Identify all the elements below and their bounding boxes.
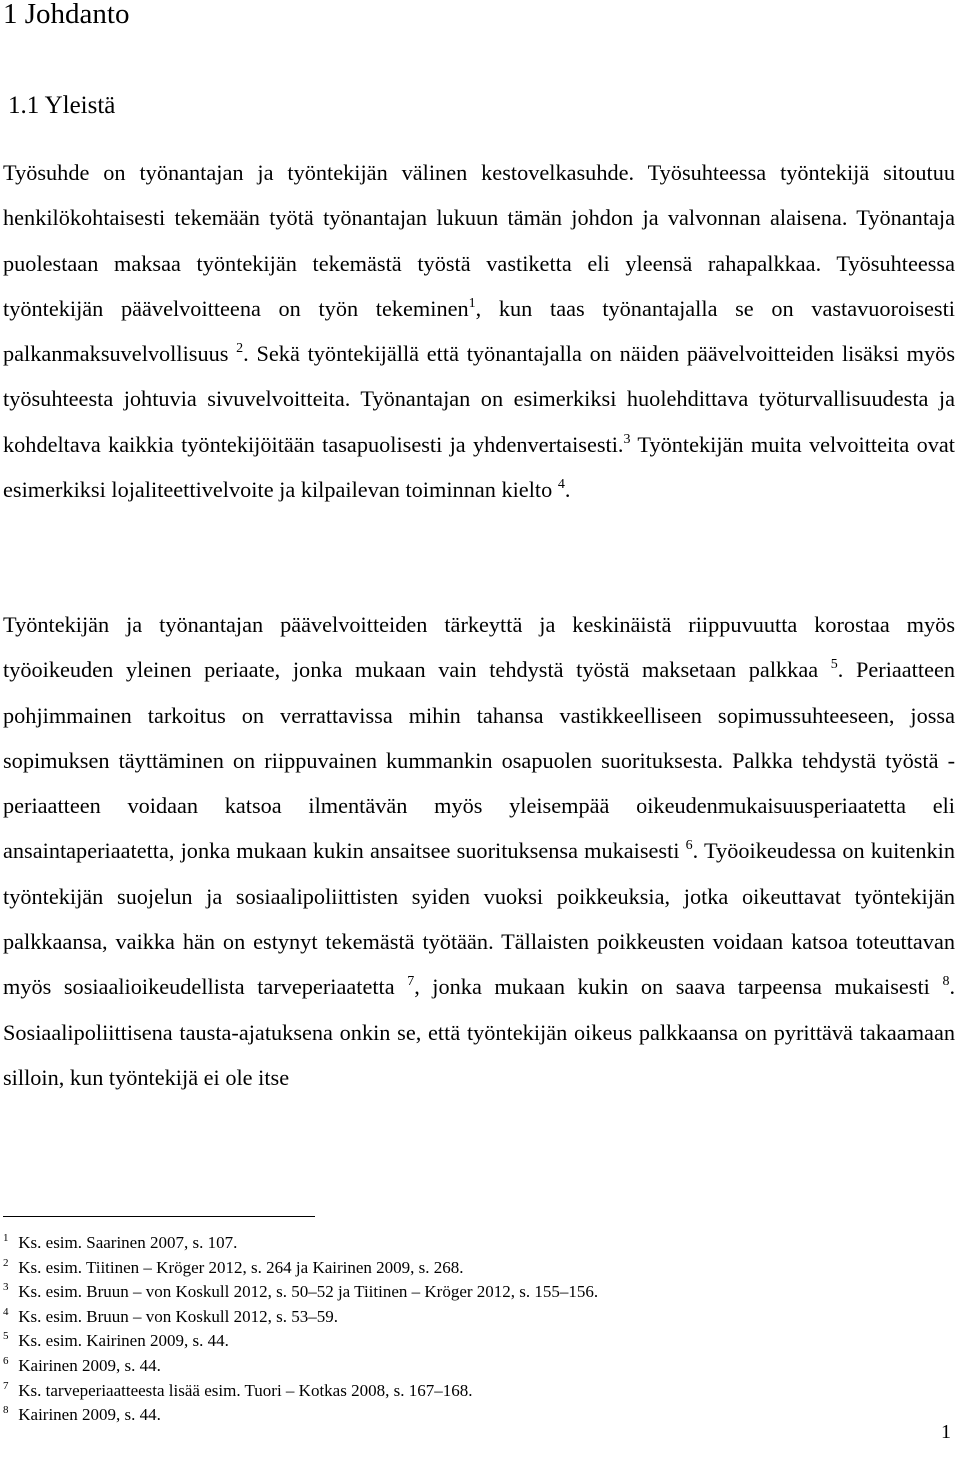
paragraph-2 bbox=[3, 602, 955, 1100]
footnote-text: Ks. esim. Kairinen 2009, s. 44. bbox=[18, 1331, 229, 1351]
paragraph-text: . Sekä työntekijällä että työnantajalla on näiden päävelvoitteiden lisäksi myös työsuhteesta johtuvia sivuvelvoitteita. Työnantajan on esimerkiksi huolehdittava työturvallisuudesta ja kohdeltava kaikkia työntekijöitään tasapuolisesti ja yhdenvertaisesti. bbox=[3, 341, 955, 457]
chapter-heading: 1 Johdanto bbox=[3, 0, 130, 30]
section-heading: 1.1 Yleistä bbox=[8, 92, 116, 119]
footnote-ref: 1 bbox=[468, 295, 476, 311]
paragraph-text: Työntekijän ja työnantajan päävelvoitteiden tärkeyttä ja keskinäistä riippuvuutta korostaa myös työoikeuden yleinen periaate, jonka mukaan vain tehdystä työstä maksetaan palkkaa bbox=[3, 612, 955, 683]
paragraph-1 bbox=[3, 150, 955, 512]
footnote: 3 Ks. esim. Bruun – von Koskull 2012, s. 50–52 ja Tiitinen – Kröger 2012, s. 155–156. bbox=[3, 1281, 599, 1302]
footnote-ref: 3 bbox=[623, 431, 631, 447]
footnote: 7 Ks. tarveperiaatteesta lisää esim. Tuori – Kotkas 2008, s. 167–168. bbox=[3, 1379, 473, 1400]
paragraph-text: , jonka mukaan kukin on saava tarpeensa mukaisesti bbox=[414, 974, 930, 1000]
footnote-ref: 4 bbox=[557, 477, 565, 493]
paragraph-text: Työsuhde on työnantajan ja työntekijän välinen kestovelkasuhde. Työsuhteessa työntekijä sitoutuu henkilökohtaisesti tekemään työtä työnantajan lukuun tämän johdon ja valvonnan alaisena. Työnantaja puolestaan maksaa työntekijän tekemästä työstä vastiketta eli yleensä rahapalkkaa. Työsuhteessa työntekijän päävelvoitteena on työn tekeminen bbox=[3, 160, 955, 321]
footnote-ref: 7 bbox=[407, 974, 415, 990]
footnote: 1 Ks. esim. Saarinen 2007, s. 107. bbox=[3, 1232, 238, 1252]
paragraph-text: , kun taas työnantajalla se on vastavuoroisesti palkanmaksuvelvollisuus bbox=[3, 295, 955, 367]
footnote-text: Ks. esim. Bruun – von Koskull 2012, s. 53–59. bbox=[18, 1306, 338, 1326]
footnote-list bbox=[3, 1231, 943, 1428]
footnote-text: Ks. esim. Tiitinen – Kröger 2012, s. 264 ja Kairinen 2009, s. 268. bbox=[18, 1257, 464, 1277]
footnote-text: Ks. tarveperiaatteesta lisää esim. Tuori – Kotkas 2008, s. 167–168. bbox=[18, 1380, 473, 1400]
paragraph-text: . Periaatteen pohjimmainen tarkoitus on verrattavissa mihin tahansa vastikkeelliseen sopimussuhteeseen, jossa sopimuksen täyttäminen on riippuvainen kummankin osapuolen suorituksesta. Palkka tehdystä työstä -periaatteen voidaan katsoa ilmentävän myös yleisempää oikeudenmukaisuusperiaatetta eli ansaintaperiaatetta, jonka mukaan kukin ansaitsee suorituksensa mukaisesti bbox=[3, 657, 956, 864]
footnote-text: Ks. esim. Bruun – von Koskull 2012, s. 50–52 ja Tiitinen – Kröger 2012, s. 155–156. bbox=[18, 1282, 599, 1302]
paragraph-text: . Sosiaalipoliittisena tausta-ajatuksena onkin se, että työntekijän oikeus palkkaansa on pyrittävä takaamaan silloin, kun työntekijä ei ole itse bbox=[3, 974, 956, 1090]
footnote: 8 Kairinen 2009, s. 44. bbox=[3, 1404, 161, 1425]
footnote: 4 Ks. esim. Bruun – von Koskull 2012, s. 53–59. bbox=[3, 1305, 338, 1326]
page-number: 1 bbox=[941, 1421, 951, 1443]
footnote-ref: 2 bbox=[236, 341, 244, 357]
footnote-text: Ks. esim. Saarinen 2007, s. 107. bbox=[18, 1233, 238, 1252]
footnote-ref: 5 bbox=[830, 657, 838, 673]
footnote-text: Kairinen 2009, s. 44. bbox=[18, 1405, 161, 1425]
footnote: 2 Ks. esim. Tiitinen – Kröger 2012, s. 264 ja Kairinen 2009, s. 268. bbox=[3, 1256, 464, 1277]
footnote-ref: 8 bbox=[942, 974, 950, 990]
footnote: 5 Ks. esim. Kairinen 2009, s. 44. bbox=[3, 1330, 229, 1351]
footnote-text: Kairinen 2009, s. 44. bbox=[18, 1355, 161, 1375]
footnote-ref: 6 bbox=[685, 838, 693, 854]
paragraph-text: Työntekijän muita velvoitteita ovat esimerkiksi lojaliteettivelvoite ja kilpailevan toiminnan kielto bbox=[3, 431, 956, 503]
paragraph-text: . bbox=[564, 477, 571, 503]
paragraph-text: . Työoikeudessa on kuitenkin työntekijän suojelun ja sosiaalipoliittisten syiden vuoksi poikkeuksia, jotka oikeuttavat työntekijän palkkaansa, vaikka hän on estynyt tekemästä työtään. Tällaisten poikkeusten voidaan katsoa toteuttavan myös sosiaalioikeudellista tarveperiaatetta bbox=[3, 838, 956, 1000]
footnote-separator bbox=[3, 1216, 315, 1217]
footnote: 6 Kairinen 2009, s. 44. bbox=[3, 1354, 161, 1375]
